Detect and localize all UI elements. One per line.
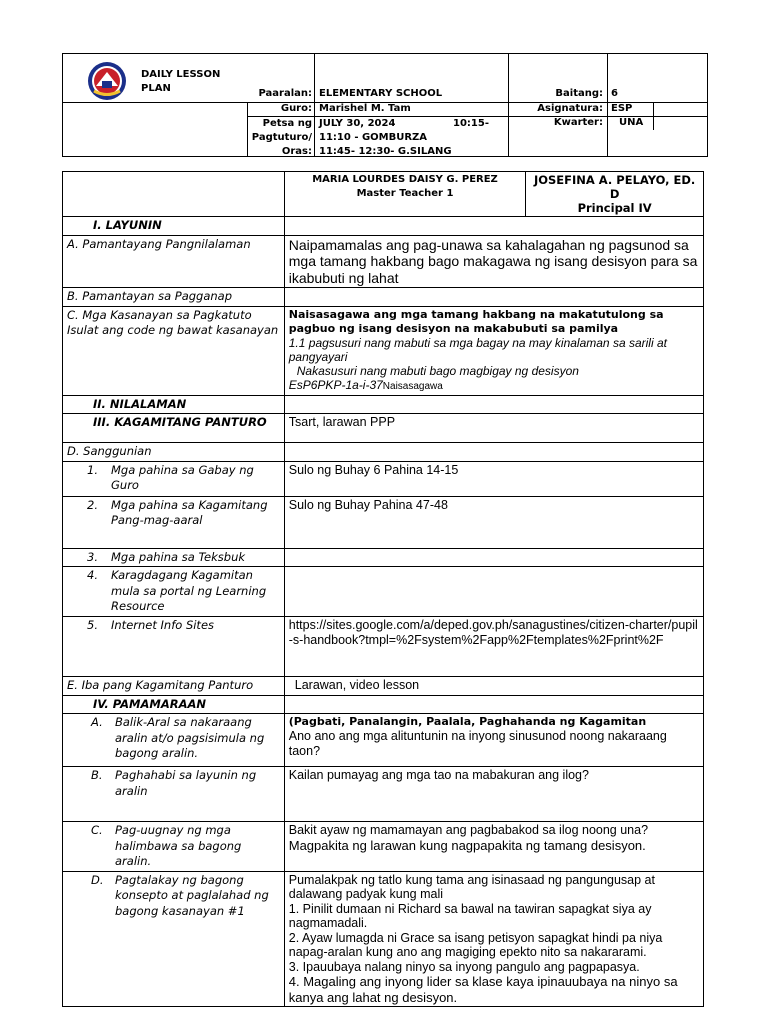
pagtalakay-value: Pumalakpak ng tatlo kung tama ang isinasaad ng pangungusap at dalawang padyak kung mali 1. Pinilit dumaan ni Richard sa bawal na tawiran sapagkat siya ay nagmamadali. 2. Ayaw lumagda ni Grace sa isang petisyon sapagkat hindi pa niya napag-aralan kung ano ang magiging epekto nito sa nakararami. 3. Ipauubaya nalang ninyo sa inyong pangulo ang pagpapasya. 4. Magaling ang inyong lider sa klase kaya ipinauubaya na ninyo sa kanya ang lahat ng desisyon. xyxy=(284,871,703,1007)
teksbuk-label: 3. Mga pahina sa Teksbuk xyxy=(63,548,285,567)
table-row xyxy=(63,306,704,395)
guro-value: Marishel M. Tam xyxy=(319,103,411,114)
petsa-value: JULY 30, 2024 10:15- 11:10 - GOMBURZA 11:45- 12:30- G.SILANG xyxy=(319,118,489,157)
internet-info-sites-link[interactable]: https://sites.google.com/a/deped.gov.ph/sanagustines/citizen-charter/pupil-s-handbook?tmpl=%2Fsystem%2Fapp%2Ftemplates%2Fprint%2F xyxy=(284,617,703,677)
section-kagamitan: III. KAGAMITANG PANTURO xyxy=(63,414,285,443)
pamantayan-pagganap-label: B. Pamantayan sa Pagganap xyxy=(63,288,285,307)
table-row xyxy=(63,496,704,548)
balik-aral-label: A. Balik-Aral sa nakaraang aralin at/o pagsisimula ng bagong aralin. xyxy=(63,714,285,767)
petsa-label: Petsa ng Pagtuturo/ Oras: xyxy=(251,118,312,157)
kagamitang-pang-mag-aaral-value: Sulo ng Buhay Pahina 47-48 xyxy=(284,496,703,548)
baitang-value: 6 xyxy=(611,88,618,99)
gabay-guro-value: Sulo ng Buhay 6 Pahina 14-15 xyxy=(284,461,703,496)
paaralan-label: Paaralan: xyxy=(258,88,312,99)
kwarter-label: Kwarter: xyxy=(553,117,603,128)
document-title: DAILY LESSON PLAN xyxy=(141,69,221,94)
pamantayang-pangnilalaman-label: A. Pamantayang Pangnilalaman xyxy=(63,235,285,288)
pamantayang-pangnilalaman-value: Naipamamalas ang pag-unawa sa kahalagahan ng pagsunod sa mga tamang hakbang bago makagawa ng isang desisyon para sa ikabubuti ng lahat xyxy=(284,235,703,288)
asignatura-label: Asignatura: xyxy=(537,103,603,114)
paghahabi-value: Kailan pumayag ang mga tao na mabakuran ang ilog? xyxy=(284,767,703,822)
principal-cell: JOSEFINA A. PELAYO, ED. D Principal IV xyxy=(526,172,704,217)
table-row xyxy=(63,414,704,443)
kagamitang-pang-mag-aaral-label: 2. Mga pahina sa Kagamitang Pang-mag-aaral xyxy=(63,496,285,548)
iba-pang-kagamitan-value: Larawan, video lesson xyxy=(284,677,703,696)
table-row xyxy=(63,695,704,714)
table-row xyxy=(63,217,704,236)
paaralan-value: ELEMENTARY SCHOOL xyxy=(319,88,443,99)
master-teacher-cell: MARIA LOURDES DAISY G. PEREZ Master Teacher 1 xyxy=(284,172,526,217)
section-nilalaman: II. NILALAMAN xyxy=(63,395,285,414)
kasanayan-value: Naisasagawa ang mga tamang hakbang na makatutulong sa pagbuo ng isang desisyon na makabubuti sa pamilya 1.1 pagsusuri nang mabuti sa mga bagay na may kinalaman sa sarili at pangyayari Nakasusuri nang mabuti bago magbigay ng desisyon EsP6PKP-1a-i-37Naisasagawa xyxy=(284,306,703,395)
internet-info-sites-label: 5. Internet Info Sites xyxy=(63,617,285,677)
table-row xyxy=(63,822,704,872)
pag-uugnay-label: C. Pag-uugnay ng mga halimbawa sa bagong aralin. xyxy=(63,822,285,872)
pagtalakay-label: D. Pagtalakay ng bagong konsepto at paglalahad ng bagong kasanayan #1 xyxy=(63,871,285,1007)
table-row xyxy=(63,461,704,496)
table-row xyxy=(63,443,704,462)
lesson-plan-table xyxy=(62,171,704,1007)
table-row xyxy=(63,871,704,1007)
table-row xyxy=(63,288,704,307)
baitang-label: Baitang: xyxy=(555,88,603,99)
kagamitan-value: Tsart, larawan PPP xyxy=(284,414,703,443)
table-row xyxy=(63,714,704,767)
sanggunian-label: D. Sanggunian xyxy=(63,443,285,462)
school-seal-icon xyxy=(87,61,127,101)
balik-aral-value: (Pagbati, Panalangin, Paalala, Paghahanda ng Kagamitan Ano ano ang mga alituntunin na inyong sinusunod noong nakaraang taon? xyxy=(284,714,703,767)
iba-pang-kagamitan-label: E. Iba pang Kagamitang Panturo xyxy=(63,677,285,696)
table-row xyxy=(63,567,704,617)
table-row xyxy=(63,677,704,696)
learning-resource-label: 4. Karagdagang Kagamitan mula sa portal ng Learning Resource xyxy=(63,567,285,617)
pag-uugnay-value: Bakit ayaw ng mamamayan ang pagbabakod sa ilog noong una? Magpakita ng larawan kung nagpapakita ng tamang desisyon. xyxy=(284,822,703,872)
header-grid xyxy=(62,53,708,157)
table-row xyxy=(63,235,704,288)
table-row xyxy=(63,395,704,414)
table-row xyxy=(63,548,704,567)
signatories-row xyxy=(63,172,704,217)
guro-label: Guro: xyxy=(280,103,312,114)
paghahabi-label: B. Paghahabi sa layunin ng aralin xyxy=(63,767,285,822)
table-row xyxy=(63,767,704,822)
section-pamamaraan: IV. PAMAMARAAN xyxy=(63,695,285,714)
kasanayan-label: C. Mga Kasanayan sa Pagkatuto Isulat ang code ng bawat kasanayan xyxy=(63,306,285,395)
gabay-guro-label: 1. Mga pahina sa Gabay ng Guro xyxy=(63,461,285,496)
table-row xyxy=(63,617,704,677)
asignatura-value: ESP xyxy=(611,103,633,114)
kwarter-value: UNA xyxy=(619,117,644,128)
section-layunin: I. LAYUNIN xyxy=(63,217,285,236)
